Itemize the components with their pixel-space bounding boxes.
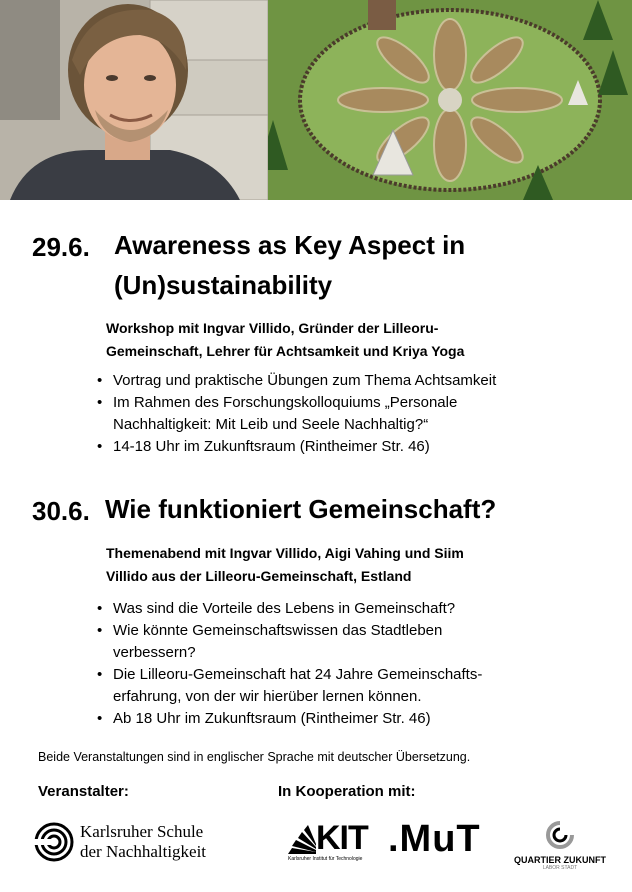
language-note: Beide Veranstaltungen sind in englischer Sprache mit deutscher Übersetzung. — [38, 750, 471, 764]
qz-text: QUARTIER ZUKUNFT — [514, 855, 606, 865]
event2-bullet-list — [93, 598, 482, 730]
mut-logo: .MuT — [388, 818, 481, 860]
cooperation-label: In Kooperation mit: — [278, 783, 416, 800]
kit-subtext: Karlsruher Institut für Technologie — [288, 856, 363, 862]
quartier-zukunft-logo — [510, 820, 610, 872]
kit-text: KIT — [316, 819, 368, 857]
qz-subtext: LABOR STADT — [542, 865, 578, 871]
event1-subtitle-line2: Gemeinschaft, Lehrer für Achtsamkeit und Kriya Yoga — [106, 343, 465, 359]
list-item-line1: • Vortrag und praktische Übungen zum Thema Achtsamkeit — [113, 372, 497, 389]
list-item-line1: • Wie könnte Gemeinschaftswissen das Stadtleben — [113, 622, 443, 639]
event1-title-line2: (Un)sustainability — [114, 270, 333, 300]
kit-mark — [288, 819, 378, 857]
portrait-photo — [0, 0, 268, 200]
list-item-line1: • Was sind die Vorteile des Lebens in Gemeinschaft? — [113, 600, 456, 617]
ksn-text — [80, 822, 206, 862]
ksn-line1: Karlsruher Schule — [80, 822, 204, 841]
list-item — [93, 598, 482, 620]
list-item-line1: • 14-18 Uhr im Zukunftsraum (Rintheimer Str. 46) — [113, 438, 430, 455]
portrait-illustration — [0, 0, 268, 200]
event2-subtitle — [106, 542, 464, 588]
list-item-line2: Nachhaltigkeit: Mit Leib und Seele Nachhaltig?“ — [113, 416, 429, 433]
aerial-illustration — [268, 0, 632, 200]
event1-subtitle — [106, 317, 464, 363]
list-item — [93, 664, 482, 708]
spiral-icon — [34, 822, 74, 862]
event1-title-line1: Awareness as Key Aspect in — [114, 230, 466, 260]
list-item-line1: • Im Rahmen des Forschungskolloquiums „Personale — [113, 394, 458, 411]
event1-date: 29.6. — [32, 232, 90, 262]
header-photos — [0, 0, 632, 200]
ksn-line2: der Nachhaltigkeit — [80, 842, 207, 861]
organizer-label: Veranstalter: — [38, 783, 129, 800]
event1-title — [114, 225, 465, 305]
event1-subtitle-line1: Workshop mit Ingvar Villido, Gründer der Lilleoru- — [106, 320, 439, 336]
event2-date: 30.6. — [32, 496, 90, 526]
kit-logo — [288, 819, 378, 862]
list-item-line1: • Ab 18 Uhr im Zukunftsraum (Rintheimer Str. 46) — [113, 710, 431, 727]
event2-subtitle-line2: Villido aus der Lilleoru-Gemeinschaft, Estland — [106, 568, 412, 584]
list-item-line2: verbessern? — [113, 644, 196, 661]
list-item — [93, 708, 482, 730]
ksn-logo — [34, 822, 206, 862]
list-item — [93, 620, 482, 664]
list-item-line2: erfahrung, von der wir hierüber lernen können. — [113, 688, 422, 705]
list-item — [93, 436, 496, 458]
list-item-line1: • Die Lilleoru-Gemeinschaft hat 24 Jahre Gemeinschafts- — [113, 666, 483, 683]
qz-swirl-icon — [543, 820, 577, 850]
list-item — [93, 370, 496, 392]
event2-subtitle-line1: Themenabend mit Ingvar Villido, Aigi Vahing und Siim — [106, 545, 464, 561]
event2-title: Wie funktioniert Gemeinschaft? — [105, 494, 497, 524]
event1-bullet-list — [93, 370, 496, 458]
kit-fan-icon — [288, 822, 316, 854]
aerial-photo — [268, 0, 632, 200]
list-item — [93, 392, 496, 436]
